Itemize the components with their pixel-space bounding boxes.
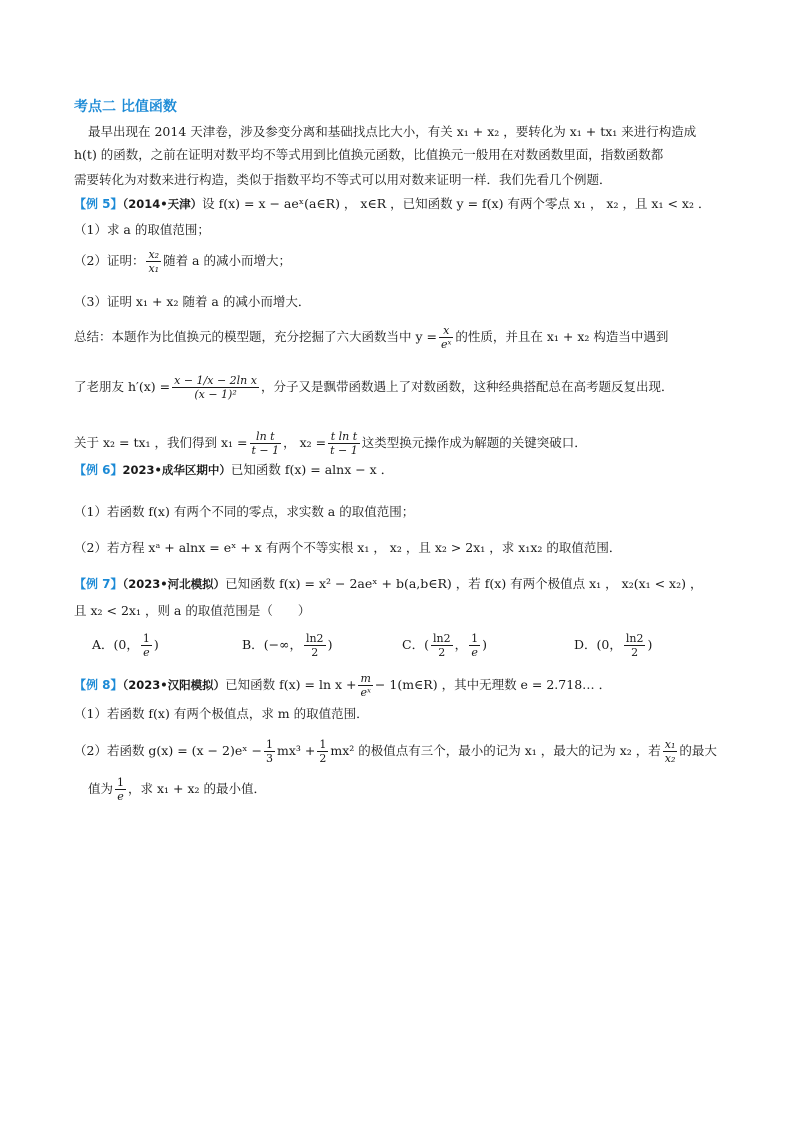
example-8-q2: （2）若函数 g(x) = (x − 2)eˣ − $\frac{1}{3}$ mx³ + $\frac{1}{2}$ mx² 的极值点有三个，最小的记为 x₁ ，最大的记为 x₂ ，若 $\frac{\text{x₁}}{\text{x₂}}$ 的最大 <box>74 738 717 765</box>
example-5-q1: （1）求 a 的取值范围； <box>74 222 210 237</box>
example-8-tag: 【例 8】 <box>74 678 123 692</box>
fraction: $\frac{\text{x₂}}{\text{x₁}}$ <box>148 248 160 275</box>
example-5-q3: （3）证明 x₁ + x₂ 随着 a 的减小而增大． <box>74 294 311 309</box>
section-title: 考点二 比值函数 <box>74 99 177 115</box>
fraction: $\frac{\ln 2}{2}$ <box>625 632 644 659</box>
fraction: $\frac{1}{e}$ <box>471 632 479 659</box>
choice-a: A．(0， $\frac{1}{e}$ ) <box>92 632 159 659</box>
fraction: $\frac{\text{t ln t}}{t - 1}$ <box>330 430 358 457</box>
example-7-stem-2: 且 x₂ < 2x₁ ，则 a 的取值范围是（ ） <box>74 603 311 618</box>
choice-c: C．( $\frac{\ln 2}{2}$ ， $\frac{1}{e}$ ) <box>402 632 487 659</box>
example-6-source: 2023•成华区期中） <box>122 463 231 477</box>
fraction: $\frac{1}{2}$ <box>319 738 327 765</box>
choice-b: B．(−∞， $\frac{\ln 2}{2}$ ) <box>242 632 333 659</box>
example-5-text: 设 f(x) = x − aeˣ(a∈R) ， x∈R ，已知函数 y = f(x) 有两个零点 x₁ ， x₂ ，且 x₁ < x₂ ． <box>202 196 711 211</box>
example-7-source: （2023•河北模拟） <box>122 577 226 591</box>
example-7-tag: 【例 7】 <box>74 577 123 591</box>
summary-line-1: 总结：本题作为比值换元的模型题，充分挖掘了六大函数当中 y = $\frac{x}{\text{eˣ}}$ 的性质，并且在 x₁ + x₂ 构造当中遇到 <box>74 324 669 351</box>
example-6-q1: （1）若函数 f(x) 有两个不同的零点，求实数 a 的取值范围； <box>74 504 415 519</box>
fraction: $\frac{m}{\text{eˣ}}$ <box>360 672 371 699</box>
fraction: $\frac{\text{x − 1/x − 2ln x}}{\text{(x − 1)²}}$ <box>174 374 257 401</box>
choice-d: D．(0， $\frac{\ln 2}{2}$ ) <box>574 632 653 659</box>
fraction: $\frac{\ln 2}{2}$ <box>432 632 451 659</box>
example-5-source: （2014•天津） <box>122 197 203 211</box>
example-8-q1: （1）若函数 f(x) 有两个极值点，求 m 的取值范围． <box>74 706 369 721</box>
example-5-q2: （2）证明： $\frac{\text{x₂}}{\text{x₁}}$ 随着 a 的减小而增大； <box>74 248 291 275</box>
summary-line-2: 了老朋友 h′(x) = $\frac{\text{x − 1/x − 2ln x}}{\text{(x − 1)²}}$ ，分子又是飘带函数遇上了对数函数，这种经典搭配总在高考题反复出现． <box>74 374 674 401</box>
example-6-stem: 【例 6】2023•成华区期中）已知函数 f(x) = alnx − x ． <box>74 462 394 477</box>
example-6-q2: （2）若方程 xᵃ + alnx = eˣ + x 有两个不等实根 x₁ ， x₂ ，且 x₂ > 2x₁ ，求 x₁x₂ 的取值范围． <box>74 540 622 555</box>
fraction: $\frac{x}{\text{eˣ}}$ <box>440 324 452 351</box>
fraction: $\frac{1}{e}$ <box>142 632 150 659</box>
example-7-stem: 【例 7】（2023•河北模拟）已知函数 f(x) = x² − 2aeˣ + b(a,b∈R) ，若 f(x) 有两个极值点 x₁ ， x₂(x₁ < x₂) ， <box>74 576 703 591</box>
fraction: $\frac{1}{e}$ <box>117 776 125 803</box>
intro-line-1: 最早出现在 2014 天津卷，涉及参变分离和基础找点比大小，有关 x₁ + x₂ ，要转化为 x₁ + tx₁ 来进行构造成 <box>88 124 697 139</box>
example-8-q2-continued: 值为 $\frac{1}{e}$ ，求 x₁ + x₂ 的最小值． <box>88 776 267 803</box>
example-5-tag: 【例 5】 <box>74 197 123 211</box>
example-5-stem <box>74 196 710 212</box>
fraction: $\frac{\ln 2}{2}$ <box>305 632 324 659</box>
intro-line-2: h(t) 的函数，之前在证明对数平均不等式用到比值换元函数，比值换元一般用在对数函数里面，指数函数都 <box>74 147 664 162</box>
fraction: $\frac{\text{x₁}}{\text{x₂}}$ <box>664 738 676 765</box>
fraction: $\frac{1}{3}$ <box>265 738 273 765</box>
intro-line-3: 需要转化为对数来进行构造，类似于指数平均不等式可以用对数来证明一样．我们先看几个例题． <box>74 172 612 187</box>
example-6-tag: 【例 6】 <box>74 463 123 477</box>
summary-line-3: 关于 x₂ = tx₁ ，我们得到 x₁ = $\frac{\text{ln t}}{t - 1}$ ， x₂ = $\frac{\text{t ln t}}{t - 1}$ 这类型换元操作成为解题的关键突破口． <box>74 430 587 457</box>
example-8-stem: 【例 8】（2023•汉阳模拟）已知函数 f(x) = ln x + $\frac{m}{\text{eˣ}}$ − 1(m∈R) ，其中无理数 e = 2.718… ． <box>74 672 612 699</box>
example-8-source: （2023•汉阳模拟） <box>122 678 226 692</box>
fraction: $\frac{\text{ln t}}{t - 1}$ <box>251 430 280 457</box>
